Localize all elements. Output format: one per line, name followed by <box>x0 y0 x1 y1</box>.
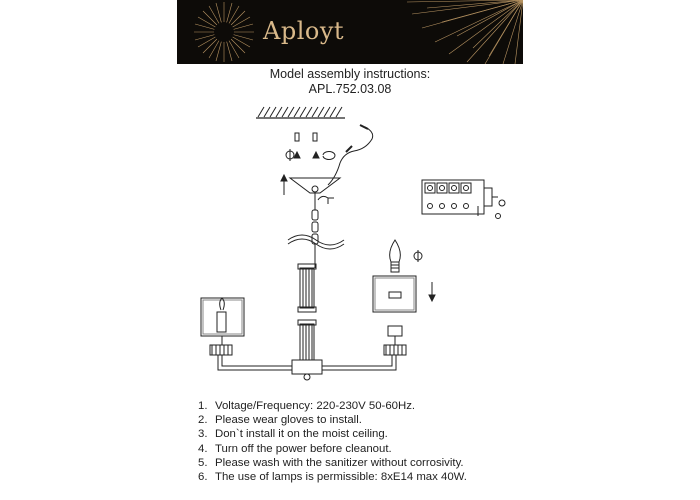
lamp-shade-icon <box>201 298 244 345</box>
item-number: 4. <box>198 442 208 455</box>
list-item <box>198 413 558 427</box>
item-number: 2. <box>198 414 208 427</box>
item-number: 6. <box>198 471 208 484</box>
list-item <box>198 456 558 470</box>
instructions-list <box>198 399 558 484</box>
terminal-block-icon <box>422 180 505 219</box>
item-text: The use of lamps is permissible: 8xE14 max 40W. <box>215 471 467 484</box>
item-number: 3. <box>198 428 208 441</box>
list-item <box>198 399 558 413</box>
list-item <box>198 442 558 456</box>
brand-logo: Aployt <box>263 17 345 45</box>
up-arrow-icon <box>281 175 287 195</box>
screw-icon <box>295 133 317 141</box>
item-text: Don`t install it on the moist ceiling. <box>215 428 388 441</box>
item-number: 1. <box>198 400 208 412</box>
candle-bulb-icon <box>390 240 401 272</box>
rotate-arrow-icon <box>286 149 335 161</box>
title-line-1: Model assembly instructions: <box>269 67 431 81</box>
list-item <box>198 427 558 441</box>
down-arrow-icon <box>429 282 435 301</box>
item-text: Please wear gloves to install. <box>215 414 362 427</box>
item-text: Please wash with the sanitizer without corrosivity. <box>215 456 464 469</box>
model-number: APL.752.03.08 <box>308 82 392 96</box>
item-text: Turn off the power before cleanout. <box>215 442 392 455</box>
list-item <box>198 470 558 484</box>
ceiling-hatch-icon <box>256 107 345 118</box>
item-number: 5. <box>198 456 208 469</box>
rotate-arrow-icon <box>414 250 422 262</box>
item-text: Voltage/Frequency: 220-230V 50-60Hz. <box>215 400 416 412</box>
